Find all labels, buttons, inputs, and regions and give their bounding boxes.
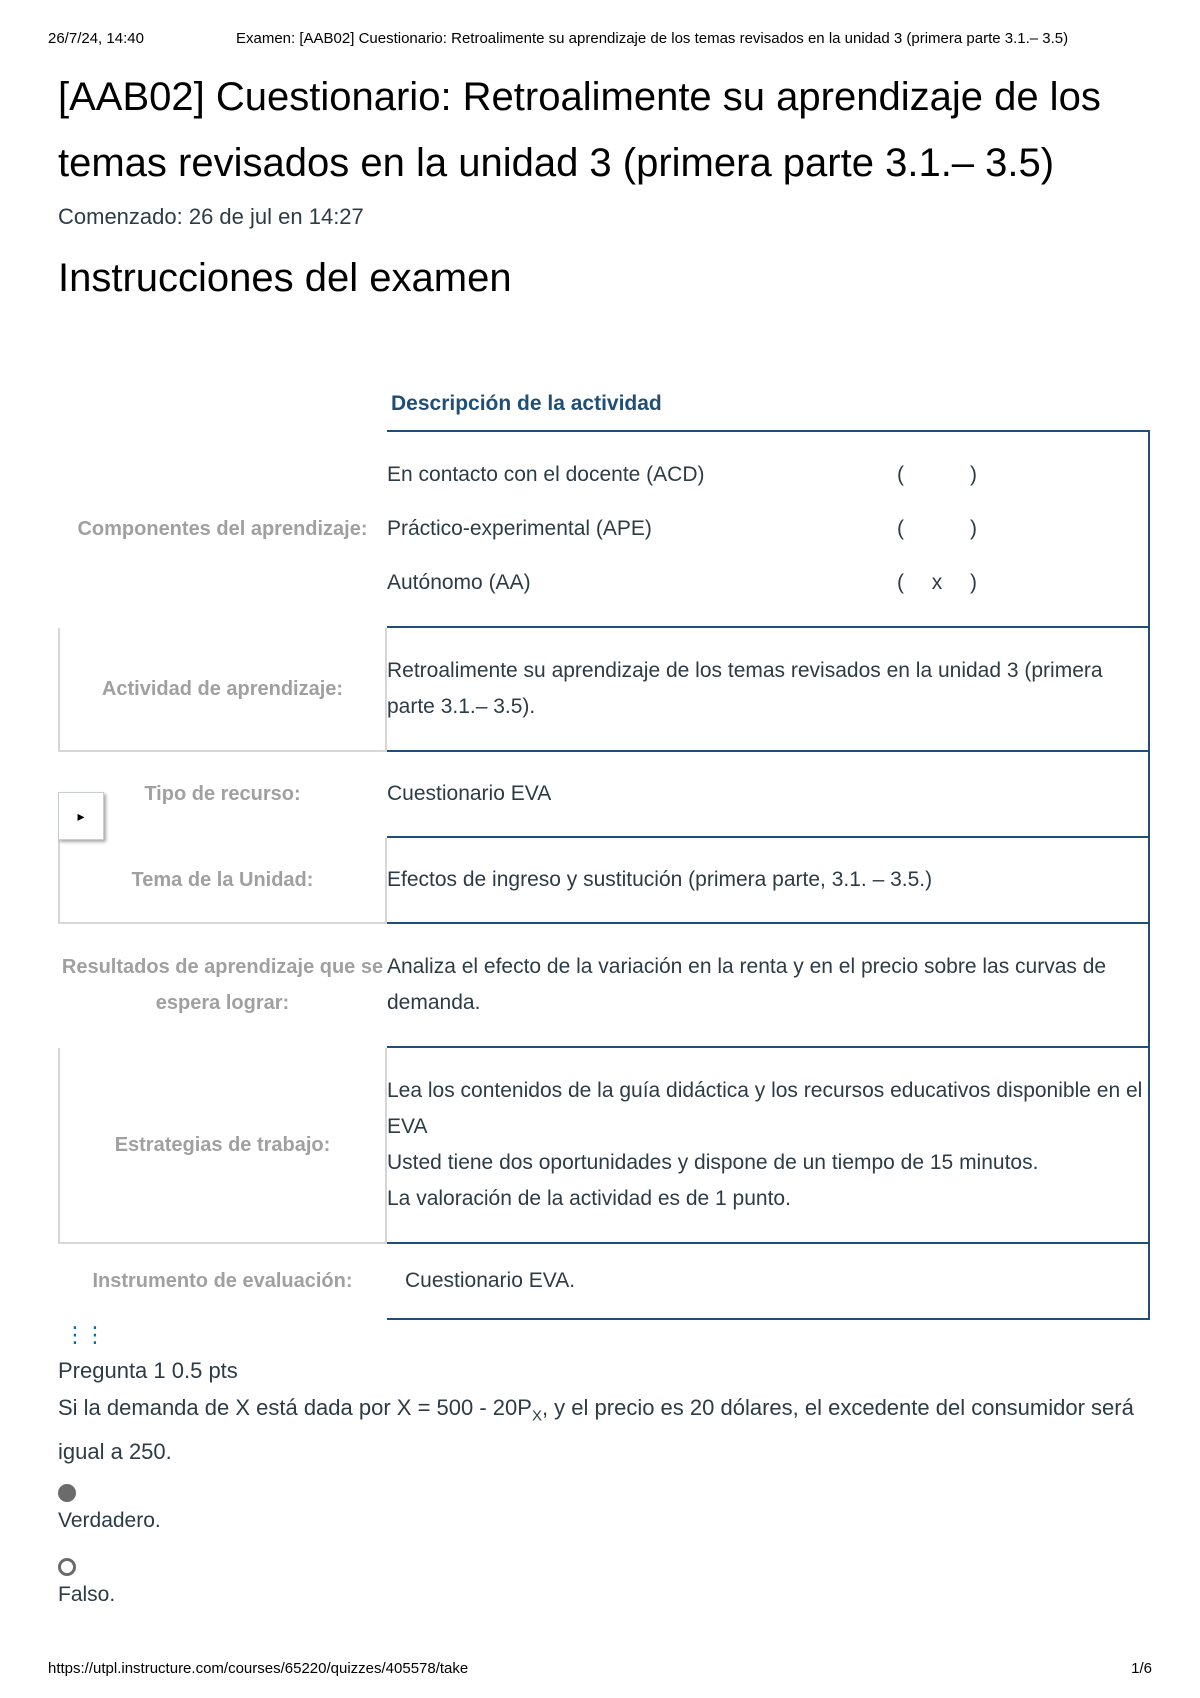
play-icon: ▸: [77, 807, 85, 824]
mark-value: x: [931, 571, 943, 594]
mark-close: ): [970, 463, 977, 486]
answer-label: Falso.: [58, 1583, 116, 1607]
print-date: 26/7/24, 14:40: [48, 30, 144, 47]
learning-outcomes-value: Analiza el efecto de la variación en la renta y en el precio sobre las curvas de demanda.: [386, 923, 1149, 1047]
radio-button-selected[interactable]: [58, 1484, 76, 1502]
question-1: [58, 1356, 1158, 1610]
component-mark: [897, 565, 977, 601]
evaluation-instrument-label: Instrumento de evaluación:: [92, 1270, 353, 1292]
mark-close: ): [970, 517, 977, 540]
evaluation-instrument-text: Cuestionario EVA.: [405, 1269, 576, 1292]
component-row: [387, 502, 1148, 556]
mark-open: (: [897, 463, 904, 486]
table-row: [59, 1243, 1149, 1319]
table-row: [59, 627, 1149, 751]
table-row: [59, 1047, 1149, 1243]
quiz-content: [58, 64, 1158, 304]
quiz-started-time: Comenzado: 26 de jul en 14:27: [58, 204, 364, 229]
mark-open: (: [897, 571, 904, 594]
strategy-line: Usted tiene dos oportunidades y dispone de un tiempo de 15 minutos.: [387, 1151, 1039, 1174]
component-name: Práctico-experimental (APE): [387, 517, 652, 540]
activity-value: Retroalimente su aprendizaje de los temas revisados en la unidad 3 (primera parte 3.1.– 3.5).: [386, 627, 1149, 751]
component-name: Autónomo (AA): [387, 571, 531, 594]
answer-option-false[interactable]: [58, 1558, 1158, 1610]
evaluation-instrument-value: [386, 1243, 1149, 1319]
component-row: [387, 556, 1148, 610]
component-mark: [897, 511, 977, 547]
resource-type-value: Cuestionario EVA: [386, 751, 1149, 837]
print-header: [48, 30, 1160, 50]
strategy-line: La valoración de la actividad es de 1 punto.: [387, 1187, 791, 1210]
resource-type-label: Tipo de recurso:: [144, 783, 301, 805]
question-text-rest: , y el precio es 20 dólares, el excedente del consumidor será igual a 250.: [58, 1395, 1134, 1465]
answer-label: Verdadero.: [58, 1509, 161, 1533]
mark-open: (: [897, 517, 904, 540]
print-footer: [48, 1660, 1152, 1680]
component-row: [387, 448, 1148, 502]
instructions-heading: Instrucciones del examen: [58, 256, 512, 300]
component-name: En contacto con el docente (ACD): [387, 463, 705, 486]
table-row: [59, 751, 1149, 837]
print-page-title: Examen: [AAB02] Cuestionario: Retroalimente su aprendizaje de los temas revisados en la unidad 3 (primera parte 3.1.– 3.5): [236, 30, 1069, 47]
question-text: [58, 1390, 1158, 1470]
strategies-label: Estrategias de trabajo:: [59, 1047, 386, 1243]
learning-outcomes-label: Resultados de aprendizaje que se espera lograr:: [61, 956, 384, 1014]
components-label: Componentes del aprendizaje:: [77, 518, 368, 540]
answer-option-true[interactable]: [58, 1484, 1158, 1536]
strategies-cell: [386, 1047, 1149, 1243]
components-cell: [386, 431, 1149, 627]
component-mark: [897, 457, 977, 493]
unit-topic-label: Tema de la Unidad:: [59, 837, 386, 923]
table-row: [59, 431, 1149, 627]
question-subscript: X: [531, 1407, 542, 1425]
mark-close: ): [970, 571, 977, 594]
print-url: https://utpl.instructure.com/courses/65220/quizzes/405578/take: [48, 1660, 469, 1677]
radio-button[interactable]: [58, 1558, 76, 1576]
question-text-main: Si la demanda de X está dada por X = 500 - 20P: [58, 1395, 532, 1420]
question-header: Pregunta 1 0.5 pts: [58, 1358, 238, 1383]
drag-handle-icon[interactable]: ⋮⋮: [64, 1322, 104, 1347]
quiz-title: [AAB02] Cuestionario: Retroalimente su aprendizaje de los temas revisados en la unidad 3 (primera parte 3.1.– 3.5): [58, 75, 1101, 185]
activity-label: Actividad de aprendizaje:: [59, 627, 386, 751]
media-play-button[interactable]: [58, 792, 104, 840]
strategy-line: Lea los contenidos de la guía didáctica y los recursos educativos disponible en el EVA: [387, 1079, 1143, 1138]
print-page-number: 1/6: [1131, 1660, 1152, 1677]
table-row: [59, 923, 1149, 1047]
table-row: [59, 837, 1149, 923]
activity-description-table: [58, 430, 1150, 1320]
unit-topic-value: Efectos de ingreso y sustitución (primera parte, 3.1. – 3.5.): [386, 837, 1149, 923]
activity-description-heading: Descripción de la actividad: [391, 392, 662, 415]
